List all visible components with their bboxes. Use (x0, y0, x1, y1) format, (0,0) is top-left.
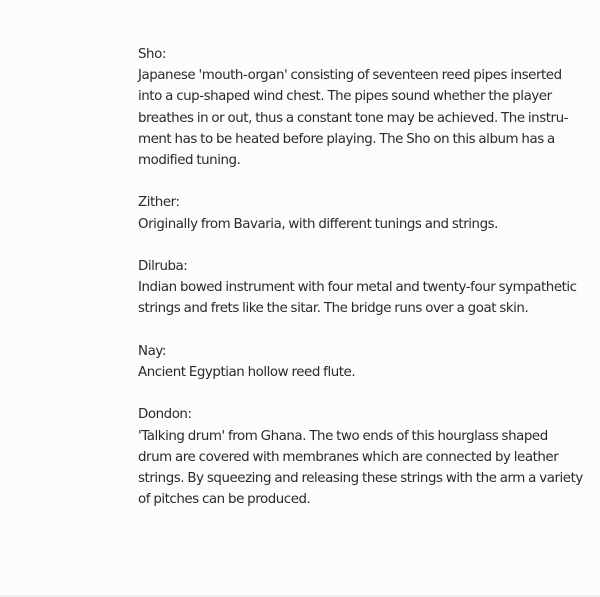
entry-text-line: Indian bowed instrument with four metal and twenty-four sympathetic (138, 280, 577, 296)
entry-sho (138, 44, 569, 171)
entry-nay (138, 341, 558, 383)
entry-text-line: 'Talking drum' from Ghana. The two ends of this hourglass shaped (138, 428, 548, 444)
entry-text-line: drum are covered with membranes which are connected by leather (138, 449, 559, 465)
entry-dilruba (138, 256, 577, 320)
entry-text-line: of pitches can be produced. (138, 492, 311, 508)
entry-text-line: strings and frets like the sitar. The bridge runs over a goat skin. (138, 301, 529, 317)
entry-title: Zither: (138, 195, 180, 211)
entry-title: Dondon: (138, 407, 192, 423)
entry-title: Sho: (138, 47, 166, 62)
entry-text-line: ment has to be heated before playing. The Sho on this album has a (138, 131, 555, 147)
entry-text-line: breathes in or out, thus a constant tone may be achieved. The instru- (138, 110, 569, 126)
entry-title: Nay: (138, 343, 166, 359)
entry-dondon (138, 404, 583, 510)
entry-text-line: into a cup-shaped wind chest. The pipes sound whether the player (138, 89, 552, 105)
entry-zither (138, 192, 558, 234)
entry-text-line: Ancient Egyptian hollow reed flute. (138, 365, 356, 380)
entry-text-line: strings. By squeezing and releasing these strings with the arm a variety (138, 471, 583, 486)
entry-text-line: Originally from Bavaria, with different tunings and strings. (138, 216, 498, 232)
entry-title: Dilruba: (138, 259, 188, 274)
entry-text-line: Japanese 'mouth-organ' consisting of seventeen reed pipes inserted (138, 68, 562, 84)
entry-text-line: modified tuning. (138, 153, 241, 169)
instrument-notes (138, 44, 583, 532)
